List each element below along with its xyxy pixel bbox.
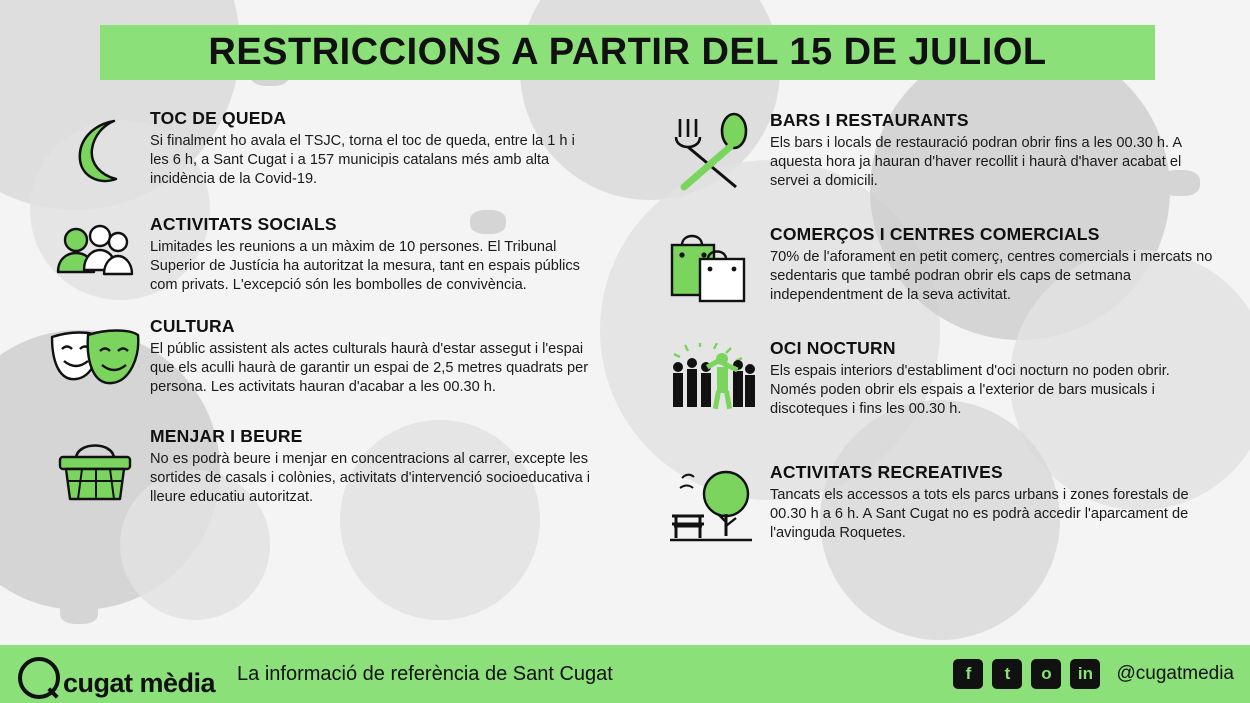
shopping-bags-icon	[650, 224, 770, 308]
brand-logo	[18, 650, 215, 699]
section-title: ACTIVITATS SOCIALS	[150, 214, 337, 234]
section-activitats-socials	[40, 214, 607, 298]
section-text: Tancats els accessos a tots els parcs urbans i zones forestals de 00.30 h a 6 h. A Sant Cugat no es podrà accedir l'aparcament de l'avinguda Roquetes.	[770, 487, 1189, 541]
section-title: OCI NOCTURN	[770, 338, 896, 358]
footer-tagline: La informació de referència de Sant Cugat	[237, 662, 613, 685]
twitter-icon[interactable]: t	[992, 659, 1022, 689]
page-title-band	[100, 25, 1155, 80]
column-left	[0, 100, 625, 564]
section-title: TOC DE QUEDA	[150, 108, 287, 128]
section-text: No es podrà beure i menjar en concentracions al carrer, excepte les sortides de casals i colònies, activitats d'intervenció socioeducativa i lleure educatiu autoritzat.	[150, 451, 591, 505]
section-text: El públic assistent als actes culturals haurà d'estar assegut i l'espai que els aculli haurà de garantir un espai de 2,5 metres quadrats per persona. Les activitats hauran d'acabar a les 00.30 h.	[150, 341, 589, 395]
section-oci-nocturn	[650, 338, 1215, 422]
section-toc-de-queda	[40, 108, 607, 192]
footer-bar	[0, 645, 1250, 703]
footer-brand	[0, 650, 613, 699]
fork-spoon-icon	[650, 110, 770, 194]
brand-name: cugat mèdia	[63, 667, 216, 698]
section-title: BARS I RESTAURANTS	[770, 110, 969, 130]
section-comercos	[650, 224, 1215, 308]
nightlife-crowd-icon	[650, 338, 770, 422]
section-text: Els bars i locals de restauració podran obrir fins a les 00.30 h. A aquesta hora ja hauran d'haver recollit i haurà d'haver acabat el servei a domicili.	[770, 135, 1182, 189]
section-cultura	[40, 316, 607, 400]
content-columns	[0, 100, 1250, 564]
footer-socials	[944, 659, 1250, 689]
social-handle: @cugatmedia	[1116, 663, 1234, 684]
section-title: COMERÇOS I CENTRES COMERCIALS	[770, 224, 1100, 244]
section-text: Limitades les reunions a un màxim de 10 persones. El Tribunal Superior de Justícia ha autoritzat la mesura, tant en espais públics com privats. L'excepció són les bombolles de convivència.	[150, 239, 580, 293]
theatre-masks-icon	[40, 316, 150, 400]
section-title: CULTURA	[150, 316, 235, 336]
picnic-basket-icon	[40, 426, 150, 510]
column-right	[625, 100, 1250, 564]
section-title: MENJAR I BEURE	[150, 426, 303, 446]
q-logo-icon	[18, 657, 60, 699]
instagram-icon[interactable]: o	[1031, 659, 1061, 689]
section-menjar-i-beure	[40, 426, 607, 510]
page-title: RESTRICCIONS A PARTIR DEL 15 DE JULIOL	[208, 31, 1047, 73]
section-text: Si finalment ho avala el TSJC, torna el toc de queda, entre la 1 h i les 6 h, a Sant Cugat i a 157 municipis catalans més amb alta incidència de la Covid-19.	[150, 133, 575, 187]
moon-icon	[40, 108, 150, 192]
section-activitats-recreatives	[650, 462, 1215, 546]
section-bars-i-restaurants	[650, 110, 1215, 194]
park-tree-bench-icon	[650, 462, 770, 546]
people-group-icon	[40, 214, 150, 298]
section-text: 70% de l'aforament en petit comerç, centres comercials i mercats no sedentaris que també podran obrir els caps de setmana independentment de la seva activitat.	[770, 249, 1213, 303]
facebook-icon[interactable]: f	[953, 659, 983, 689]
linkedin-icon[interactable]: in	[1070, 659, 1100, 689]
section-text: Els espais interiors d'establiment d'oci nocturn no poden obrir. Només poden obrir els espais a l'exterior de bars musicals i discoteques i fins les 00.30 h.	[770, 363, 1170, 417]
section-title: ACTIVITATS RECREATIVES	[770, 462, 1003, 482]
